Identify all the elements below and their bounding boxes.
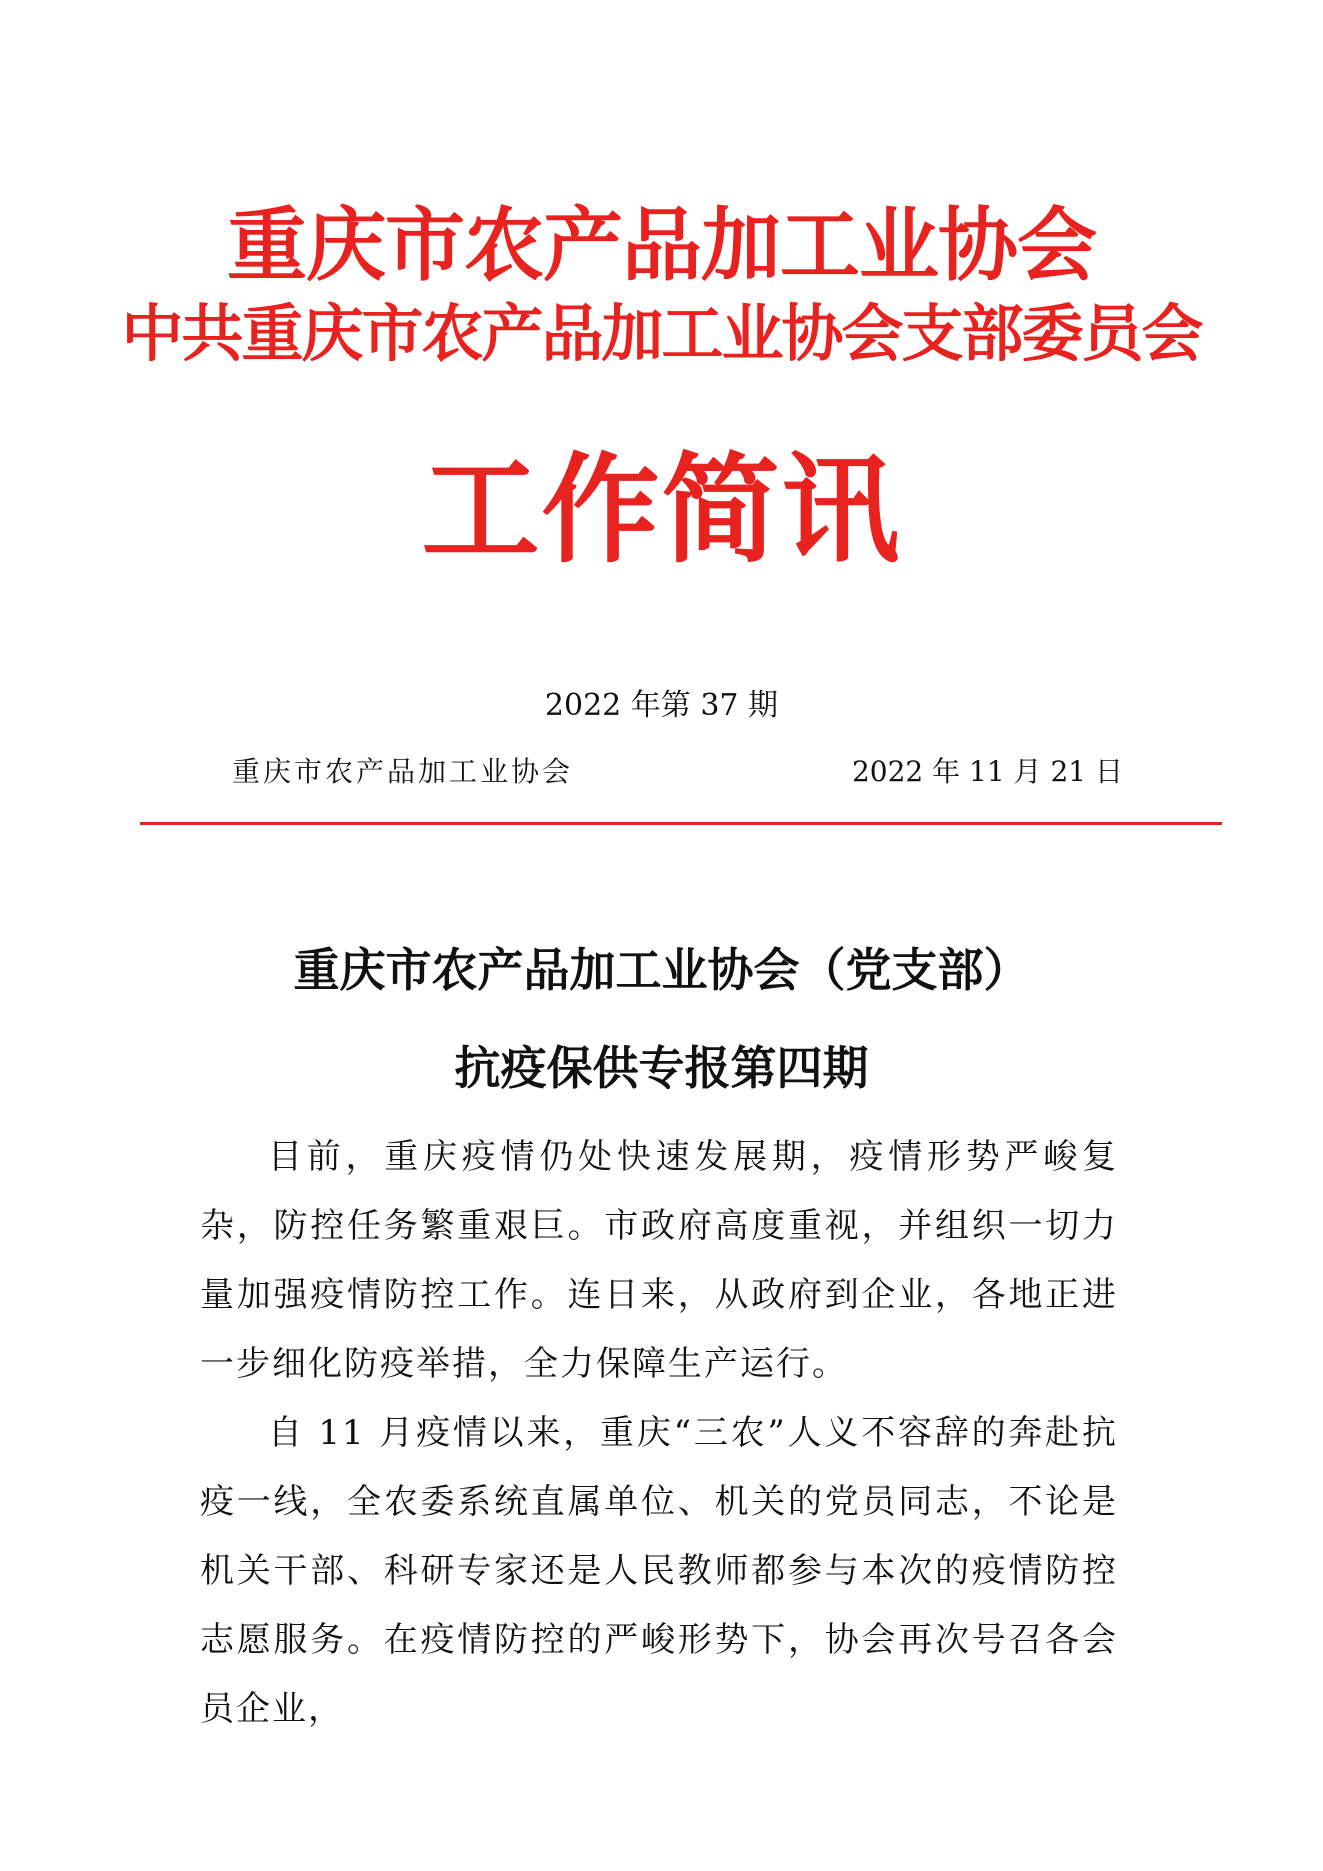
issuer-name: 重庆市农产品加工业协会 (232, 755, 574, 788)
article-headline-1: 重庆市农产品加工业协会（党支部） (293, 943, 1030, 997)
body-paragraph: 自 11 月疫情以来，重庆“三农”人义不容辞的奔赴抗疫一线，全农委系统直属单位、机关的党员同志，不论是机关干部、科研专家还是人民教师都参与本次的疫情防控志愿服务。在疫情防控的严峻形势下，协会再次号召各会员企业， (200, 1413, 1118, 1729)
red-divider (140, 822, 1222, 825)
publication-title: 工作简讯 (421, 441, 902, 579)
issue-number: 2022 年第 37 期 (544, 688, 779, 723)
org-title-line-1: 重庆市农产品加工业协会 (227, 199, 1096, 292)
org-title-line-2: 中共重庆市农产品加工业协会支部委员会 (121, 297, 1202, 370)
body-paragraph: 目前，重庆疫情仍处快速发展期，疫情形势严峻复杂，防控任务繁重艰巨。市政府高度重视，并组织一切力量加强疫情防控工作。连日来，从政府到企业，各地正进一步细化防疫举措，全力保障生产运行。 (200, 1137, 1118, 1384)
article-body (200, 1123, 1118, 1744)
article-headline-2: 抗疫保供专报第四期 (454, 1041, 869, 1095)
issue-date: 2022 年 11 月 21 日 (851, 755, 1123, 788)
